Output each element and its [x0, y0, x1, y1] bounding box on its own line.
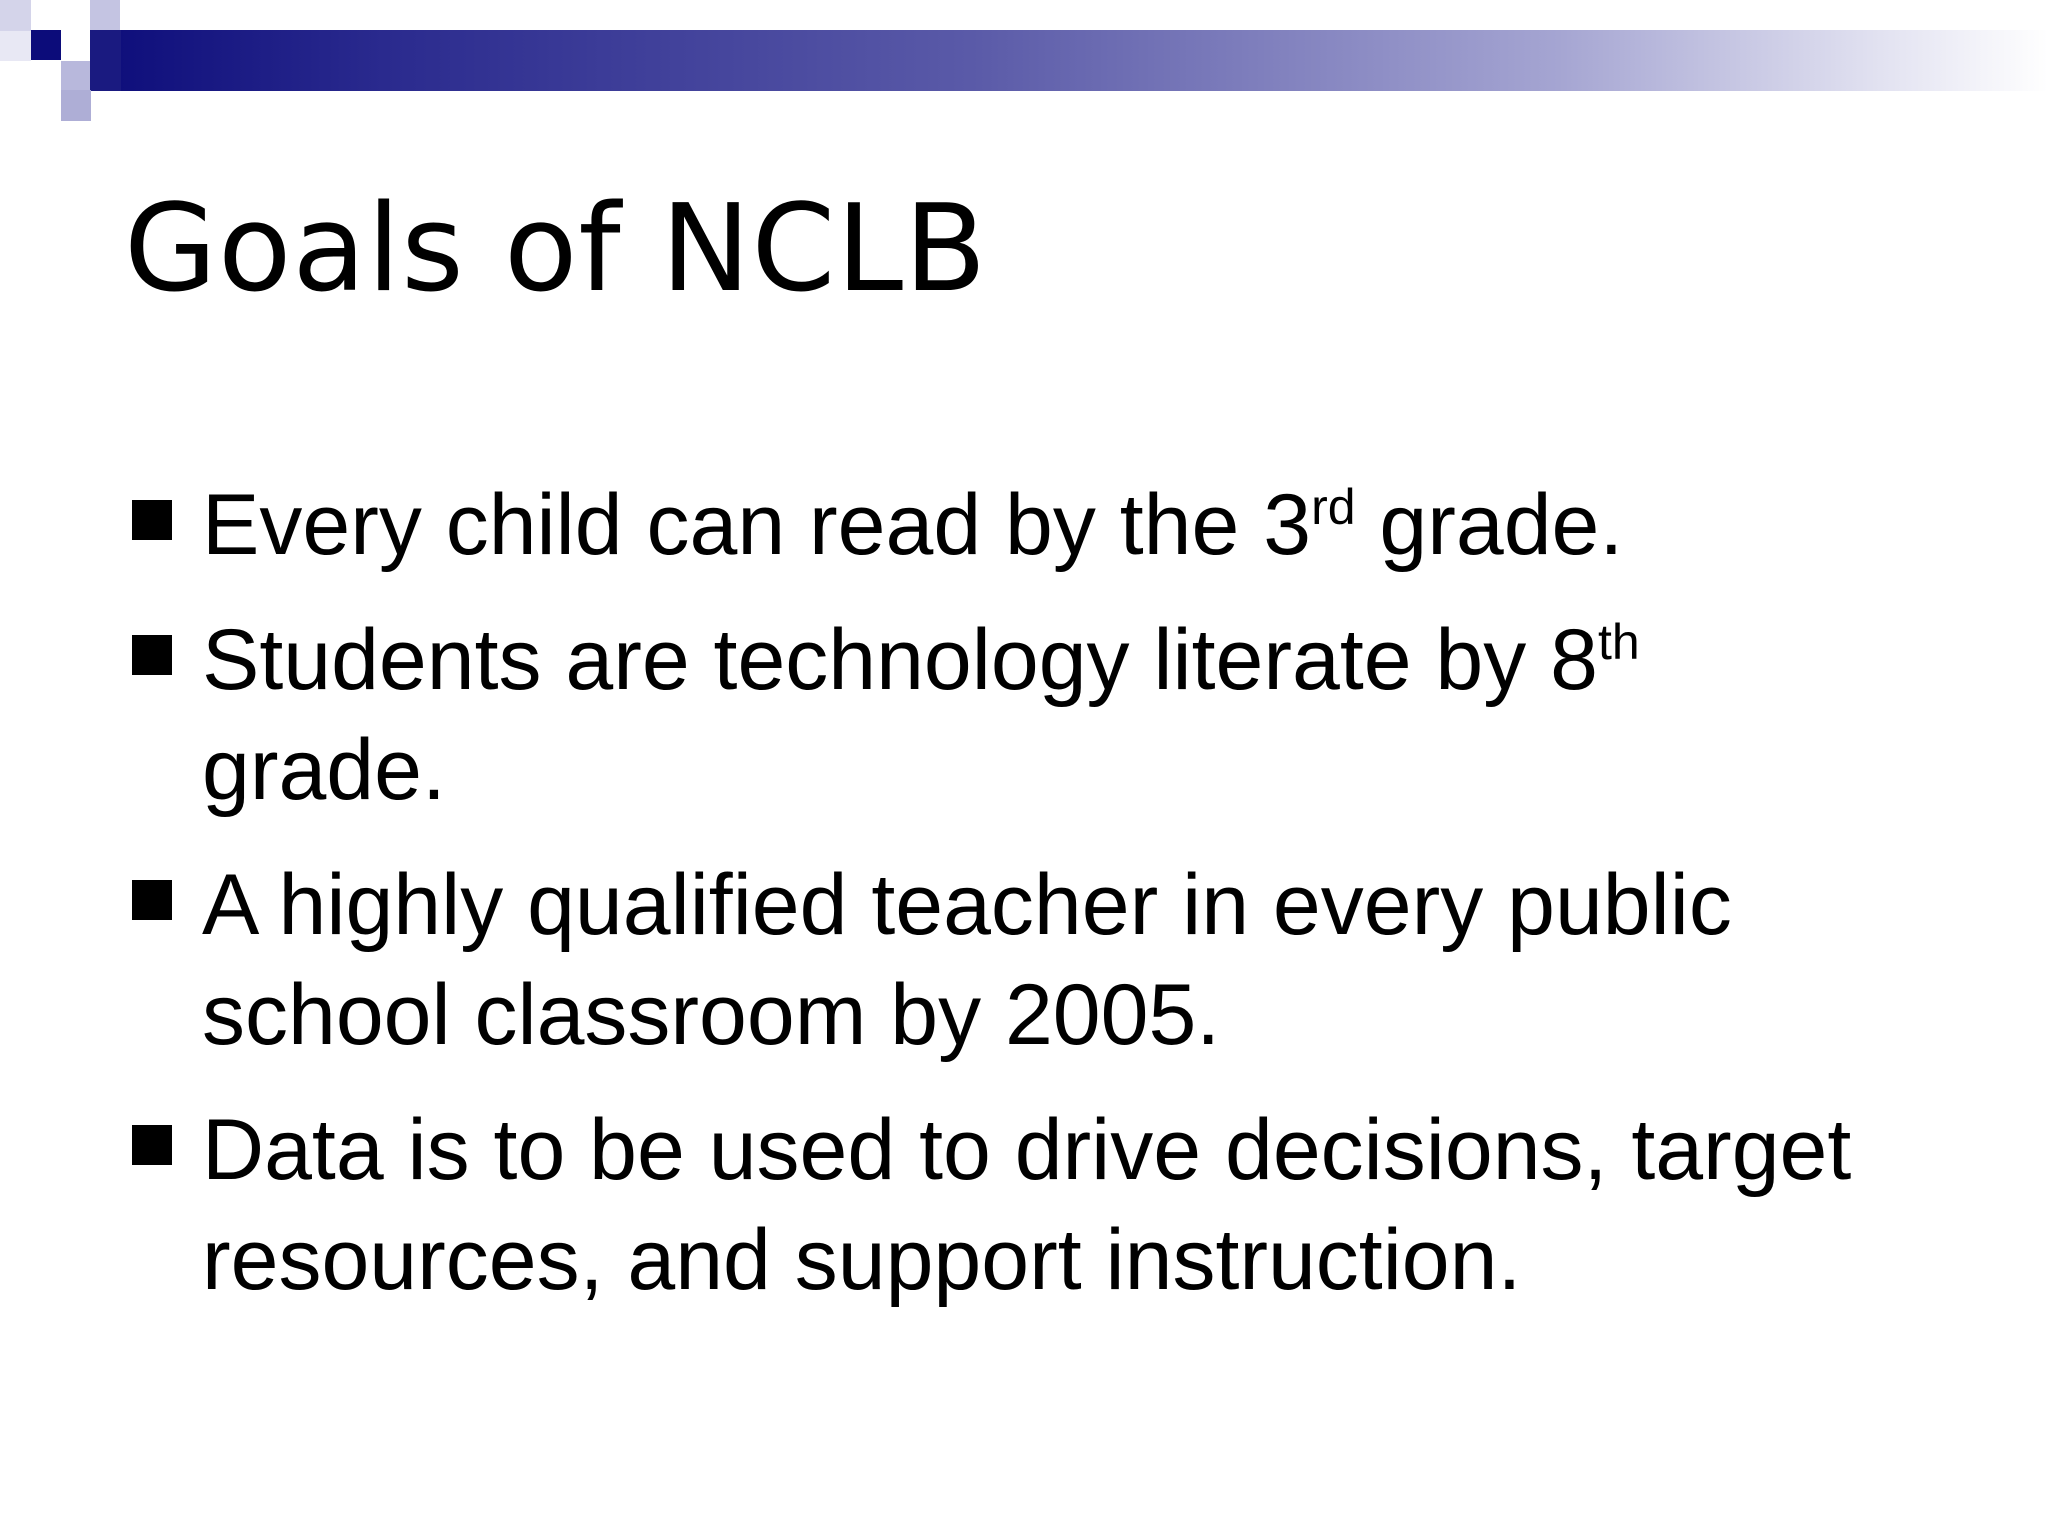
decorative-square [90, 0, 120, 30]
ordinal-suffix: th [1598, 614, 1640, 670]
ordinal-suffix: rd [1311, 479, 1356, 535]
bullet-item [124, 605, 1924, 825]
bullet-item [124, 850, 1924, 1070]
square-bullet-icon [132, 500, 172, 540]
bullet-text: Every child can read by the 3rd grade. [202, 477, 1624, 573]
decorative-square [0, 0, 31, 31]
decorative-square [61, 90, 91, 121]
square-bullet-icon [132, 880, 172, 920]
decorative-square [0, 61, 31, 90]
square-bullet-icon [132, 1125, 172, 1165]
decorative-square [31, 0, 61, 30]
slide-title: Goals of NCLB [124, 180, 988, 319]
decorative-square [61, 61, 90, 90]
header-gradient-bar [90, 30, 2048, 91]
bullet-item [124, 470, 1924, 580]
bullet-text: Data is to be used to drive decisions, target resources, and support instruction. [202, 1102, 1852, 1308]
bullet-text: Students are technology literate by 8th grade. [202, 612, 1640, 818]
decorative-square [90, 30, 121, 91]
square-bullet-icon [132, 635, 172, 675]
bullet-text: A highly qualified teacher in every public school classroom by 2005. [202, 857, 1732, 1063]
decorative-square [0, 31, 31, 61]
decorative-square [31, 30, 61, 60]
bullet-item [124, 1095, 1924, 1315]
bullet-list [124, 470, 1924, 1340]
